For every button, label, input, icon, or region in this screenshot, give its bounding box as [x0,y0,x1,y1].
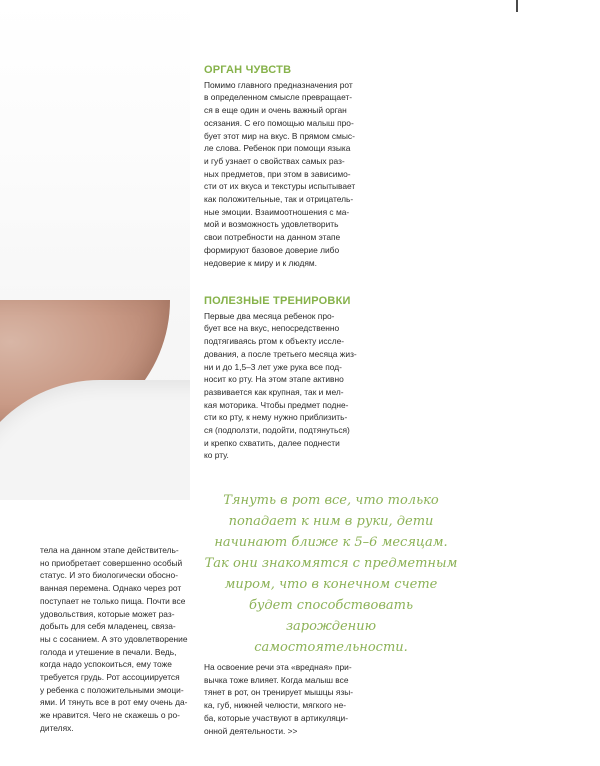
baby-photo [0,0,190,500]
pull-quote: Тянуть в рот все, что только попадает к ним в руки, дети начинают ближе к 5–6 месяцам. Так они знакомятся с предметным миром, что в конечном счете будет способствовать зарождению самостоятельности. [204,493,458,655]
right-bottom-text [204,661,384,737]
section-organ-heading: ОРГАН ЧУВСТВ [204,64,292,76]
section-training-heading: ПОЛЕЗНЫЕ ТРЕНИРОВКИ [204,295,351,307]
right-bottom-paragraph: На освоение речи эта «вредная» при- вычка тоже влияет. Когда малыш все тянет в рот, он тренирует мышцы язы- ка, губ, нижней челюсти, мягкого не- ба, которые участвуют в артикуляци- онной деятельности. >> [204,662,354,736]
section-organ [204,64,384,269]
section-organ-body: Помимо главного предназначения рот в определенном смысле превращает- ся в еще один и очень важный орган осязания. С его помощью малыш про- бует этот мир на вкус. В прямом смыс- ле слова. Ребенок при помощи языка и губ узнает о свойствах самых раз- ных предметов, при этом в зависимо- сти от их вкуса и текстуры испытывает как положительные, так и отрицатель- ные эмоции. Взаимоотношения с ма- мой и возможность удовлетворить свои потребности на данном этапе формируют базовое доверие либо недоверие к миру и к людям. [204,79,356,268]
left-column-paragraph: тела на данном этапе действитель- но приобретает совершенно особый статус. И это биологически обосно- ванная перемена. Однако через рот поступает не только пища. Почти все удовольствия, которые может раз- добыть для себя младенец, связа- ны с сосанием. А это удовлетворение голода и утешение в печали. Ведь, когда надо успокоиться, ему тоже требуется грудь. Рот ассоциируется у ребенка с положительными эмоци- ями. И тянуть все в рот ему очень да- же нравится. Чего не скажешь о ро- дителях. [40,545,188,733]
left-column-text [40,544,190,735]
page-edge-mark [516,0,518,12]
section-training-body: Первые два месяца ребенок про- бует все на вкус, непосредственно подтягиваясь ртом к объекту иссле- дования, а после третьего месяца жиз- ни и до 1,5–3 лет уже рука все под- носит ко рту. На этом этапе активно развивается как крупная, так и мел- кая моторика. Чтобы предмет подне- сти ко рту, к нему нужно приблизить- ся (подползти, подойти, подтянуться) и крепко схватить, далее поднести ко рту. [204,310,357,461]
section-training [204,295,384,462]
